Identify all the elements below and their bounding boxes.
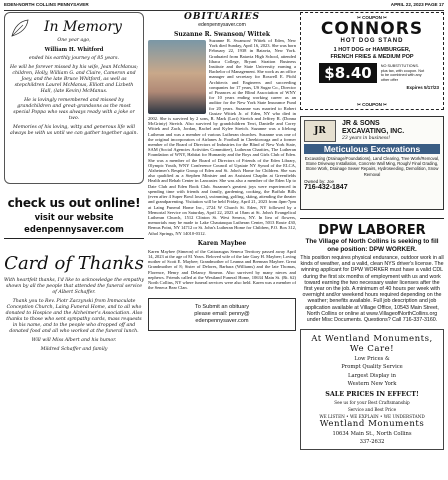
wentland-line-4: Western New York xyxy=(347,380,397,387)
in-memory-notice xyxy=(4,12,144,184)
divider xyxy=(4,238,144,239)
price-note: NO SUBSTITUTIONS. plus tax, with coupon. Not to be combined with any other offer xyxy=(380,64,425,82)
obituary-name-2: Karen Maybee xyxy=(197,239,247,247)
ads-column xyxy=(300,12,444,450)
wentland-line-3: Largest Display in xyxy=(348,372,396,379)
memory-line3: ended his earthly journey of 85 years. xyxy=(28,56,120,61)
thanks-signature: Mildred Schaffer and family xyxy=(40,347,108,352)
thanks-paragraph-2: Thank you to Rev. Piotr Zaczynski from Immaculate Conception Church, Laing Funeral Home, and to all who donated to Hospice and the Alzheimer's Association. Also thanks to those who sent sympathy cards, mass requests in his name, and to the people who dropped off and donated food and all who worked at the funeral lunch. xyxy=(5,299,143,334)
wentland-address: 10634 Main St., North Collins xyxy=(332,431,412,438)
jr-logo: JR xyxy=(304,120,336,142)
thanks-paragraph-3: Will will Miss Albert and his humor. xyxy=(31,338,117,343)
jr-meticulous: Meticulous Excavations xyxy=(304,144,440,154)
dpw-title: DPW LABORER xyxy=(300,218,444,238)
obituaries-site[interactable]: edenpennysaver.com xyxy=(198,22,246,28)
page-header xyxy=(4,2,444,11)
connors-logo: CONNORS xyxy=(320,19,424,39)
submit-obituary-box xyxy=(148,298,296,331)
wentland-line-1: Low Prices & xyxy=(354,356,390,363)
wentland-ad[interactable] xyxy=(300,329,444,450)
wentland-line-6: Service and Best Price xyxy=(347,407,397,413)
wentland-tagline: WE LISTEN • WE EXPLAIN • WE UNDERSTAND xyxy=(319,414,425,420)
coupon-deal xyxy=(305,47,439,60)
memory-title: In Memory xyxy=(44,19,122,35)
submit-line-2[interactable]: please email: penny@ xyxy=(194,311,250,318)
thanks-paragraph-1: With heartfelt thanks, I'd like to acknowledge the empathy shown by all the people that attended the funeral service of Albert Schaffer. xyxy=(4,278,144,295)
wentland-line-5: See us for your Best Craftsmanship xyxy=(334,400,410,406)
connors-sub: HOT DOG STAND xyxy=(340,38,404,44)
coupon-tag-bottom: ✂ COUPON ✂ xyxy=(357,102,387,107)
checkout-visit: visit our website xyxy=(34,212,114,222)
wentland-sale: SALE PRICES IN EFFECT! xyxy=(325,390,419,399)
dpw-sub: The Village of North Collins is seeking to fill one position: DPW WORKER. xyxy=(305,238,439,253)
wentland-phone[interactable]: 337-2632 xyxy=(359,439,385,446)
deal-line-1: 1 HOT DOG or HAMBURGER, xyxy=(333,47,411,53)
jr-sons-ad[interactable] xyxy=(300,116,444,210)
paper-name: EDEN-NORTH COLLINS PENNYSAVER xyxy=(4,2,89,7)
coupon-label-bottom: COUPON xyxy=(362,102,382,107)
website-promo xyxy=(4,196,144,234)
left-column xyxy=(4,12,144,353)
obituaries-column xyxy=(148,12,296,331)
obituaries-heading: OBITUARIES xyxy=(184,12,260,22)
card-of-thanks-title: Card of Thanks xyxy=(4,253,144,274)
card-of-thanks xyxy=(4,278,144,353)
obituary-name: Suzanne R. Swanson/ Wittek xyxy=(174,31,270,38)
wentland-line-2: Prompt Quality Service xyxy=(341,364,403,371)
jr-phone[interactable]: 716-432-1847 xyxy=(304,183,348,191)
coupon-price: $8.40 xyxy=(319,63,376,83)
checkout-headline: check us out online! xyxy=(7,196,141,210)
jr-services: Excavating (Drainage/Foundations), Land Clearing, Tree Work/Removal, Stone Driveway Installation, Concrete Wall Ming, Rough/ Final Grading, Stone Work, Drainage Sewer Repairs, Hydroseeding, Demolition, Snow Removal xyxy=(304,156,440,177)
coupon-tag-top: ✂ COUPON ✂ xyxy=(357,15,387,20)
leaf-icon xyxy=(9,17,31,39)
memory-paragraph-2: He will be forever missed by his wife, Jean McManus; children, Holly, William G. and Claire, Cameron and Joey, and the late Bruce Whitford, as well as stepchildren Laurel McManus, Elliott and Lizbeth Hall, (late Kevin) McManus. xyxy=(10,65,138,94)
dpw-body: This position requires physical endurance, outdoor work in all kinds of weather, and a valid, clean NYS driver's license. The winning applicant for DPW WORKER must have a valid CDL during the first six months of employment with us and work toward earning the two necessary water licenses after the first year on the job. A minimum of 40 hours per week with overnight and/or weekend hours required depending on the weather; benefits available. Full job description and job application available at Village Office, 10543 Main Street, North Collins or online at www.VillageofNorthCollins.org under Misc Documents. Questions? Call 716-337-3160. xyxy=(300,255,444,324)
jr-name-2: EXCAVATING, INC. xyxy=(342,128,405,135)
submit-line-1: To Submit an obituary xyxy=(194,304,250,311)
wentland-name: Wentland Monuments xyxy=(319,419,425,430)
jr-years: 23 years in business! xyxy=(342,136,391,141)
submit-line-3[interactable]: edenpennysaver.com xyxy=(195,318,249,325)
memory-paragraph-4: Memories of his loving, witty and generous life will always be with us until we can gather together again. xyxy=(9,125,139,136)
coupon-label: COUPON xyxy=(362,15,382,20)
connors-coupon-ad[interactable] xyxy=(300,12,444,110)
wentland-title-1: At Wentland Monuments, xyxy=(311,334,433,345)
coupon-expires: Expires 5/17/23 xyxy=(406,85,439,90)
jr-owner: Owned by: Joe xyxy=(304,178,335,184)
deal-line-2: FRENCH FRIES & MEDIUM POP xyxy=(330,53,414,60)
wentland-title-2: We Care! xyxy=(349,344,395,355)
jr-name-1: JR & SONS xyxy=(342,120,380,127)
checkout-url[interactable]: edenpennysaver.com xyxy=(24,224,124,234)
obituary-text-2: Karen Maybee (Simeon) of the Cattaraugus Seneca Territory passed away April 14, 2023 at the age of 81 Years. Beloved wife of the late Gary H. Maybee; Loving mother of Scott E. Maybee; Grandmother of Leanna and Brennan Maybee. Great Grandmother of 8; Sister of Delores, Barbara (Williams) and the late Thomas, Florence, Henry and Delancy Simeon. Also survived by many nieces and nephews. Friends called at the Westland Funeral Home, 10634 Main St. (Rt. 62) North Collins, NY where funeral services were also held. Karen was a member of the Seneca Bear Clan. xyxy=(148,248,296,291)
memory-line1: One year ago, xyxy=(57,38,91,43)
memory-name: William H. Whitford xyxy=(44,47,104,53)
price-row xyxy=(305,63,439,83)
page-date: APRIL 22, 2023 PAGE 17 xyxy=(390,2,444,7)
obituary-photo xyxy=(148,40,206,114)
obituary-text: Suzanne R. Swanson/ Wittek of Eden, New York died Sunday, April 16, 2023. She was born February 22, 1938 in Batavia, New York. Graduated from Batavia High School, attended Ithaca College, Bryant Stratton Business Institute and the State University earning a Bachelor of Management. She work as an office manager and secretary for Roswell E. Pfohl Architects and Engineers and succeeding companies for 17 years, US Sugar Co., Director of Finances at the Blind Association of WNY for 10 years ending working career as an auditor for the New York State Insurance Fund for 20 years. Suzanne was married to Robert Gustav Wittek Jr. of Eden, NY who died in 2002. She is survived by 2 sons, R. Mark (Lori) Streich and Jeffrey R. (Donna McGrinty) Streich. Also survived by grandchildren Terri, Danielle and Corey Wittek and Zach, Jordan, Rachel and Kylee Streich. Suzanne was a lifelong Lutheran and was a member of various Lutheran churches. Suzanne was one of the original incorporators of Airlanes Jr. Football in Cheektowaga and a former member of the Board of Directors of Industries for the Blind of New York State, SAM (Social Agencies Activities Committee), Lutheran Charities, The Lutheran Foundation of WNY, Habitat for Humanity and the Boys and Girls Club of Eden. She was a member of the Board of Directors of Friends of the Eden Library, Olympic Youth, WNY Conference Council of Upstate NY Synod of the ELCA, Alzheimer's Respite Group of Eden and St. John's Home for Children. She was also qualified as a Stephen Minister and an Assistant Chaplin at Greenfields Health and Rehab Center in Lancaster. She was also a member of the Eden Up to Date Club and Eden Book Club. Suzanne's greatest joys were experienced in spending time with friends and family, gardening, cooking, the Buffalo Bills (even after 4 Super Bowl losses), swimming, golfing, skiing, attending the theater and grandparenting. Visitation will be held Friday, April 21, 2023 from 4pm-7pm at Laing Funeral Home Inc., 2724 W Church St. Eden, NY followed by a Memorial Service on Saturday, April 22, 2023 at 10am at St. John's Evangelical Lutheran Church, 1512 Clinton St. West Seneca, NY. In lieu of flowers, memorials may be made to Lake Chautauqua Lutheran Center, 5013 Route 430, Bemus Point, NY 14712 or St. John's Lutheran Home for Children, P.O. Box 312, Athol Springs, NY 14010-0312. xyxy=(148,38,296,236)
memory-paragraph-3: He is lovingly remembered and missed by grandchildren and great-grandsons as the most special Poppa who was always ready with a joke or two. xyxy=(13,98,135,121)
